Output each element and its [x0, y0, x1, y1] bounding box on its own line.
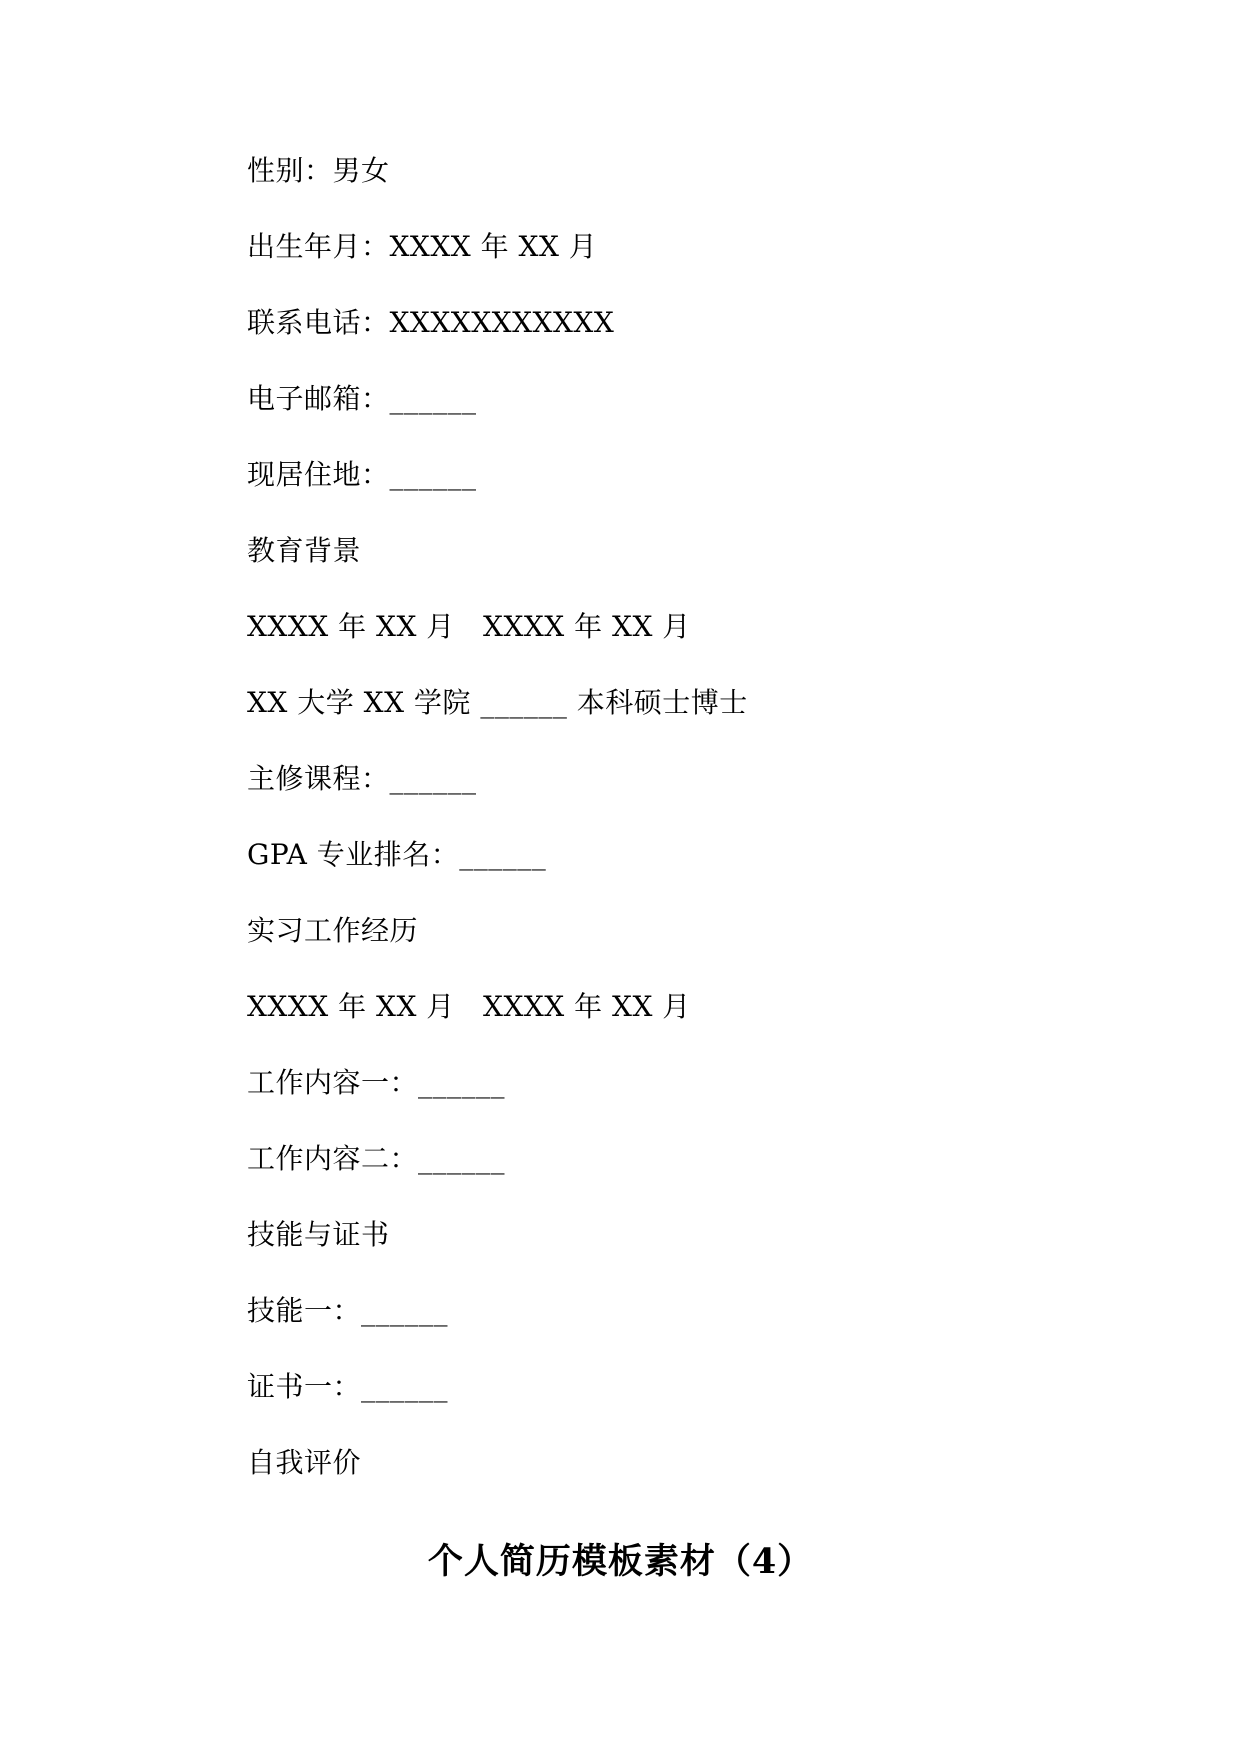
gpa-line: GPA 专业排名：______ — [247, 838, 547, 871]
education-period-line: XXXX 年 XX 月 XXXX 年 XX 月 — [247, 610, 691, 643]
education-section-title: 教育背景 — [247, 534, 362, 567]
work-content-one-line: 工作内容一：______ — [247, 1066, 506, 1099]
email-line: 电子邮箱：______ — [247, 382, 477, 415]
document-body — [247, 143, 1147, 1511]
gender-line: 性别：男女 — [247, 154, 390, 187]
self-evaluation-section-title: 自我评价 — [247, 1446, 362, 1479]
skill-one-line: 技能一：______ — [247, 1294, 449, 1327]
work-content-two-line: 工作内容二：______ — [247, 1142, 506, 1175]
experience-section-title: 实习工作经历 — [247, 914, 419, 947]
phone-line: 联系电话：XXXXXXXXXXX — [247, 306, 615, 339]
university-line: XX 大学 XX 学院 ______ 本科硕士博士 — [247, 686, 748, 719]
address-line: 现居住地：______ — [247, 458, 477, 491]
birth-date-line: 出生年月：XXXX 年 XX 月 — [247, 230, 598, 263]
experience-period-line: XXXX 年 XX 月 XXXX 年 XX 月 — [247, 990, 691, 1023]
skills-section-title: 技能与证书 — [247, 1218, 390, 1251]
courses-line: 主修课程：______ — [247, 762, 477, 795]
document-heading: 个人简历模板素材（4） — [427, 1541, 814, 1582]
heading-block — [0, 1532, 1241, 1592]
certificate-one-line: 证书一：______ — [247, 1370, 449, 1403]
